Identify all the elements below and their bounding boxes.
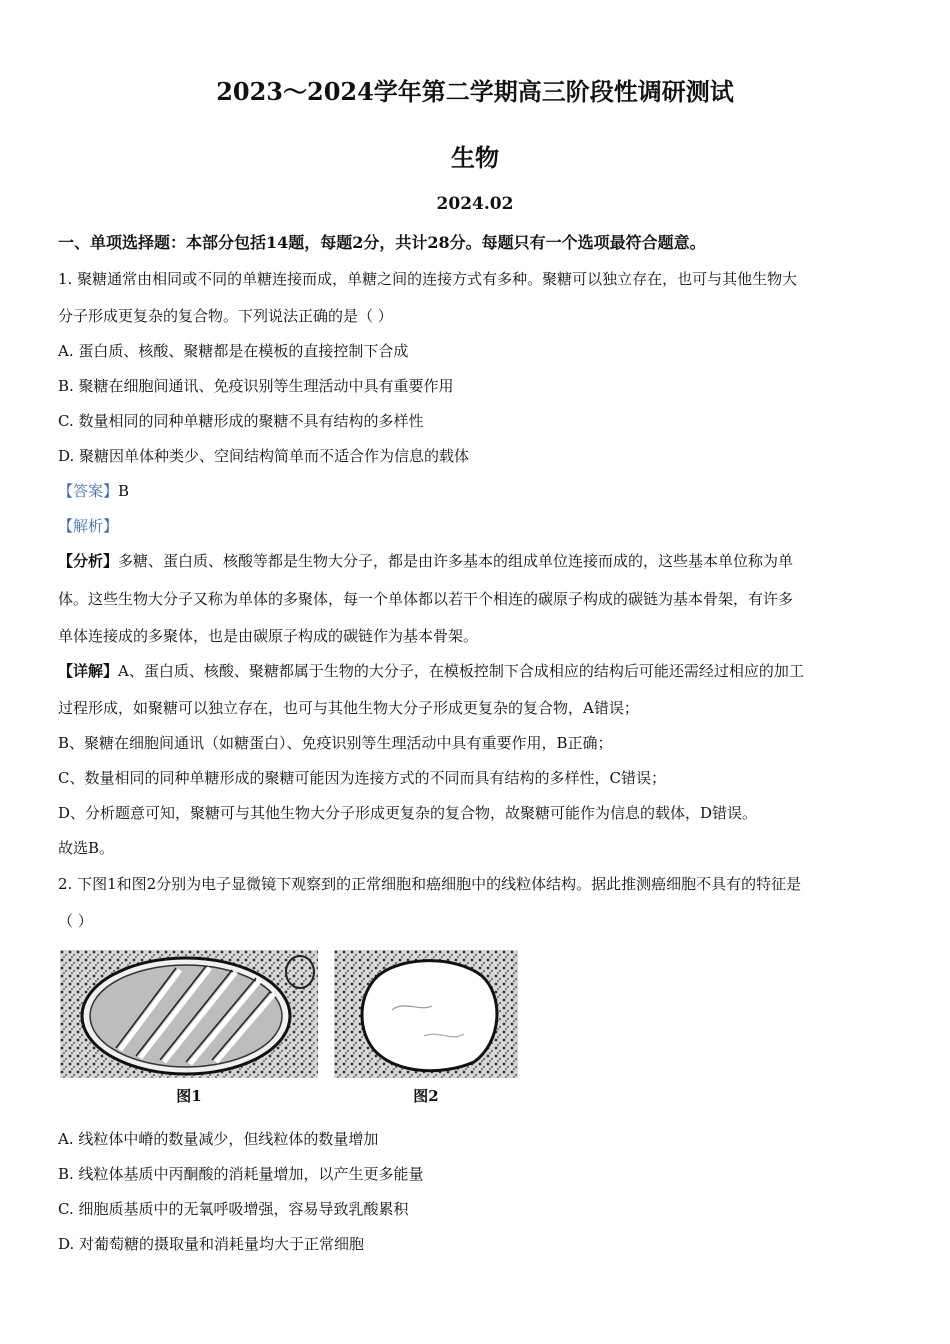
fenxi-text-1: 多糖、蛋白质、核酸等都是生物大分子，都是由许多基本的组成单位连接而成的，这些基本单位称为单 [118, 552, 794, 570]
q1-detail-line3: B、聚糖在细胞间通讯（如糖蛋白）、免疫识别等生理活动中具有重要作用，B正确； [58, 734, 613, 752]
q1-stem-line1: 1. 聚糖通常由相同或不同的单糖连接而成，单糖之间的连接方式有多种。聚糖可以独立存在，也可与其他生物大 [58, 270, 798, 288]
q2-stem-line1: 2. 下图1和图2分别为电子显微镜下观察到的正常细胞和癌细胞中的线粒体结构。据此推测癌细胞不具有的特征是 [58, 875, 802, 893]
q1-option-b: B. 聚糖在细胞间通讯、免疫识别等生理活动中具有重要作用 [58, 377, 454, 395]
q1-detail-line4: C、数量相同的同种单糖形成的聚糖可能因为连接方式的不同而具有结构的多样性，C错误； [58, 769, 666, 787]
q1-detail-line5: D、分析题意可知，聚糖可与其他生物大分子形成更复杂的复合物，故聚糖可能作为信息的载体，D错误。 [58, 804, 758, 822]
q2-stem-line2: （ ） [58, 912, 93, 930]
q1-detail-line2: 过程形成，如聚糖可以独立存在，也可与其他生物大分子形成更复杂的复合物，A错误； [58, 699, 639, 717]
detail-text-1: A、蛋白质、核酸、聚糖都属于生物的大分子，在模板控制下合成相应的结构后可能还需经过相应的加工 [118, 662, 804, 680]
q1-stem-line2: 分子形成更复杂的复合物。下列说法正确的是（ ） [58, 307, 393, 325]
q1-analysis-tag [58, 515, 118, 536]
subject-title: 生物 [451, 143, 499, 172]
q1-fenxi-line2: 体。这些生物大分子又称为单体的多聚体，每一个单体都以若干个相连的碳原子构成的碳链为基本骨架，有许多 [58, 590, 794, 608]
analysis-tag: 【解析】 [58, 517, 119, 535]
answer-tag: 【答案】 [58, 482, 119, 500]
q1-detail-line1 [58, 660, 804, 681]
q1-fenxi-line1 [58, 550, 793, 571]
q1-answer [58, 480, 129, 501]
figure-1-mitochondrion-normal [60, 950, 318, 1078]
q1-fenxi-line3: 单体连接成的多聚体，也是由碳原子构成的碳链作为基本骨架。 [58, 627, 479, 645]
q2-option-a: A. 线粒体中嵴的数量减少，但线粒体的数量增加 [58, 1130, 379, 1148]
detail-tag: 【详解】 [58, 662, 119, 680]
section-heading: 一、单项选择题：本部分包括14题，每题2分，共计28分。每题只有一个选项最符合题意。 [58, 233, 706, 252]
q2-option-d: D. 对葡萄糖的摄取量和消耗量均大于正常细胞 [58, 1235, 365, 1253]
figure-2-mitochondrion-cancer [334, 950, 518, 1078]
q2-option-b: B. 线粒体基质中丙酮酸的消耗量增加，以产生更多能量 [58, 1165, 424, 1183]
q1-option-a: A. 蛋白质、核酸、聚糖都是在模板的直接控制下合成 [58, 342, 409, 360]
q1-option-d: D. 聚糖因单体种类少、空间结构简单而不适合作为信息的载体 [58, 447, 470, 465]
q1-option-c: C. 数量相同的同种单糖形成的聚糖不具有结构的多样性 [58, 412, 424, 430]
answer-value: B [118, 482, 130, 500]
fenxi-tag: 【分析】 [58, 552, 119, 570]
figure-2-caption: 图2 [413, 1087, 439, 1105]
q2-option-c: C. 细胞质基质中的无氧呼吸增强，容易导致乳酸累积 [58, 1200, 409, 1218]
exam-date: 2024.02 [436, 194, 514, 214]
q1-conclusion: 故选B。 [58, 839, 115, 857]
exam-title: 2023～2024学年第二学期高三阶段性调研测试 [216, 77, 734, 106]
figure-1-caption: 图1 [176, 1087, 202, 1105]
